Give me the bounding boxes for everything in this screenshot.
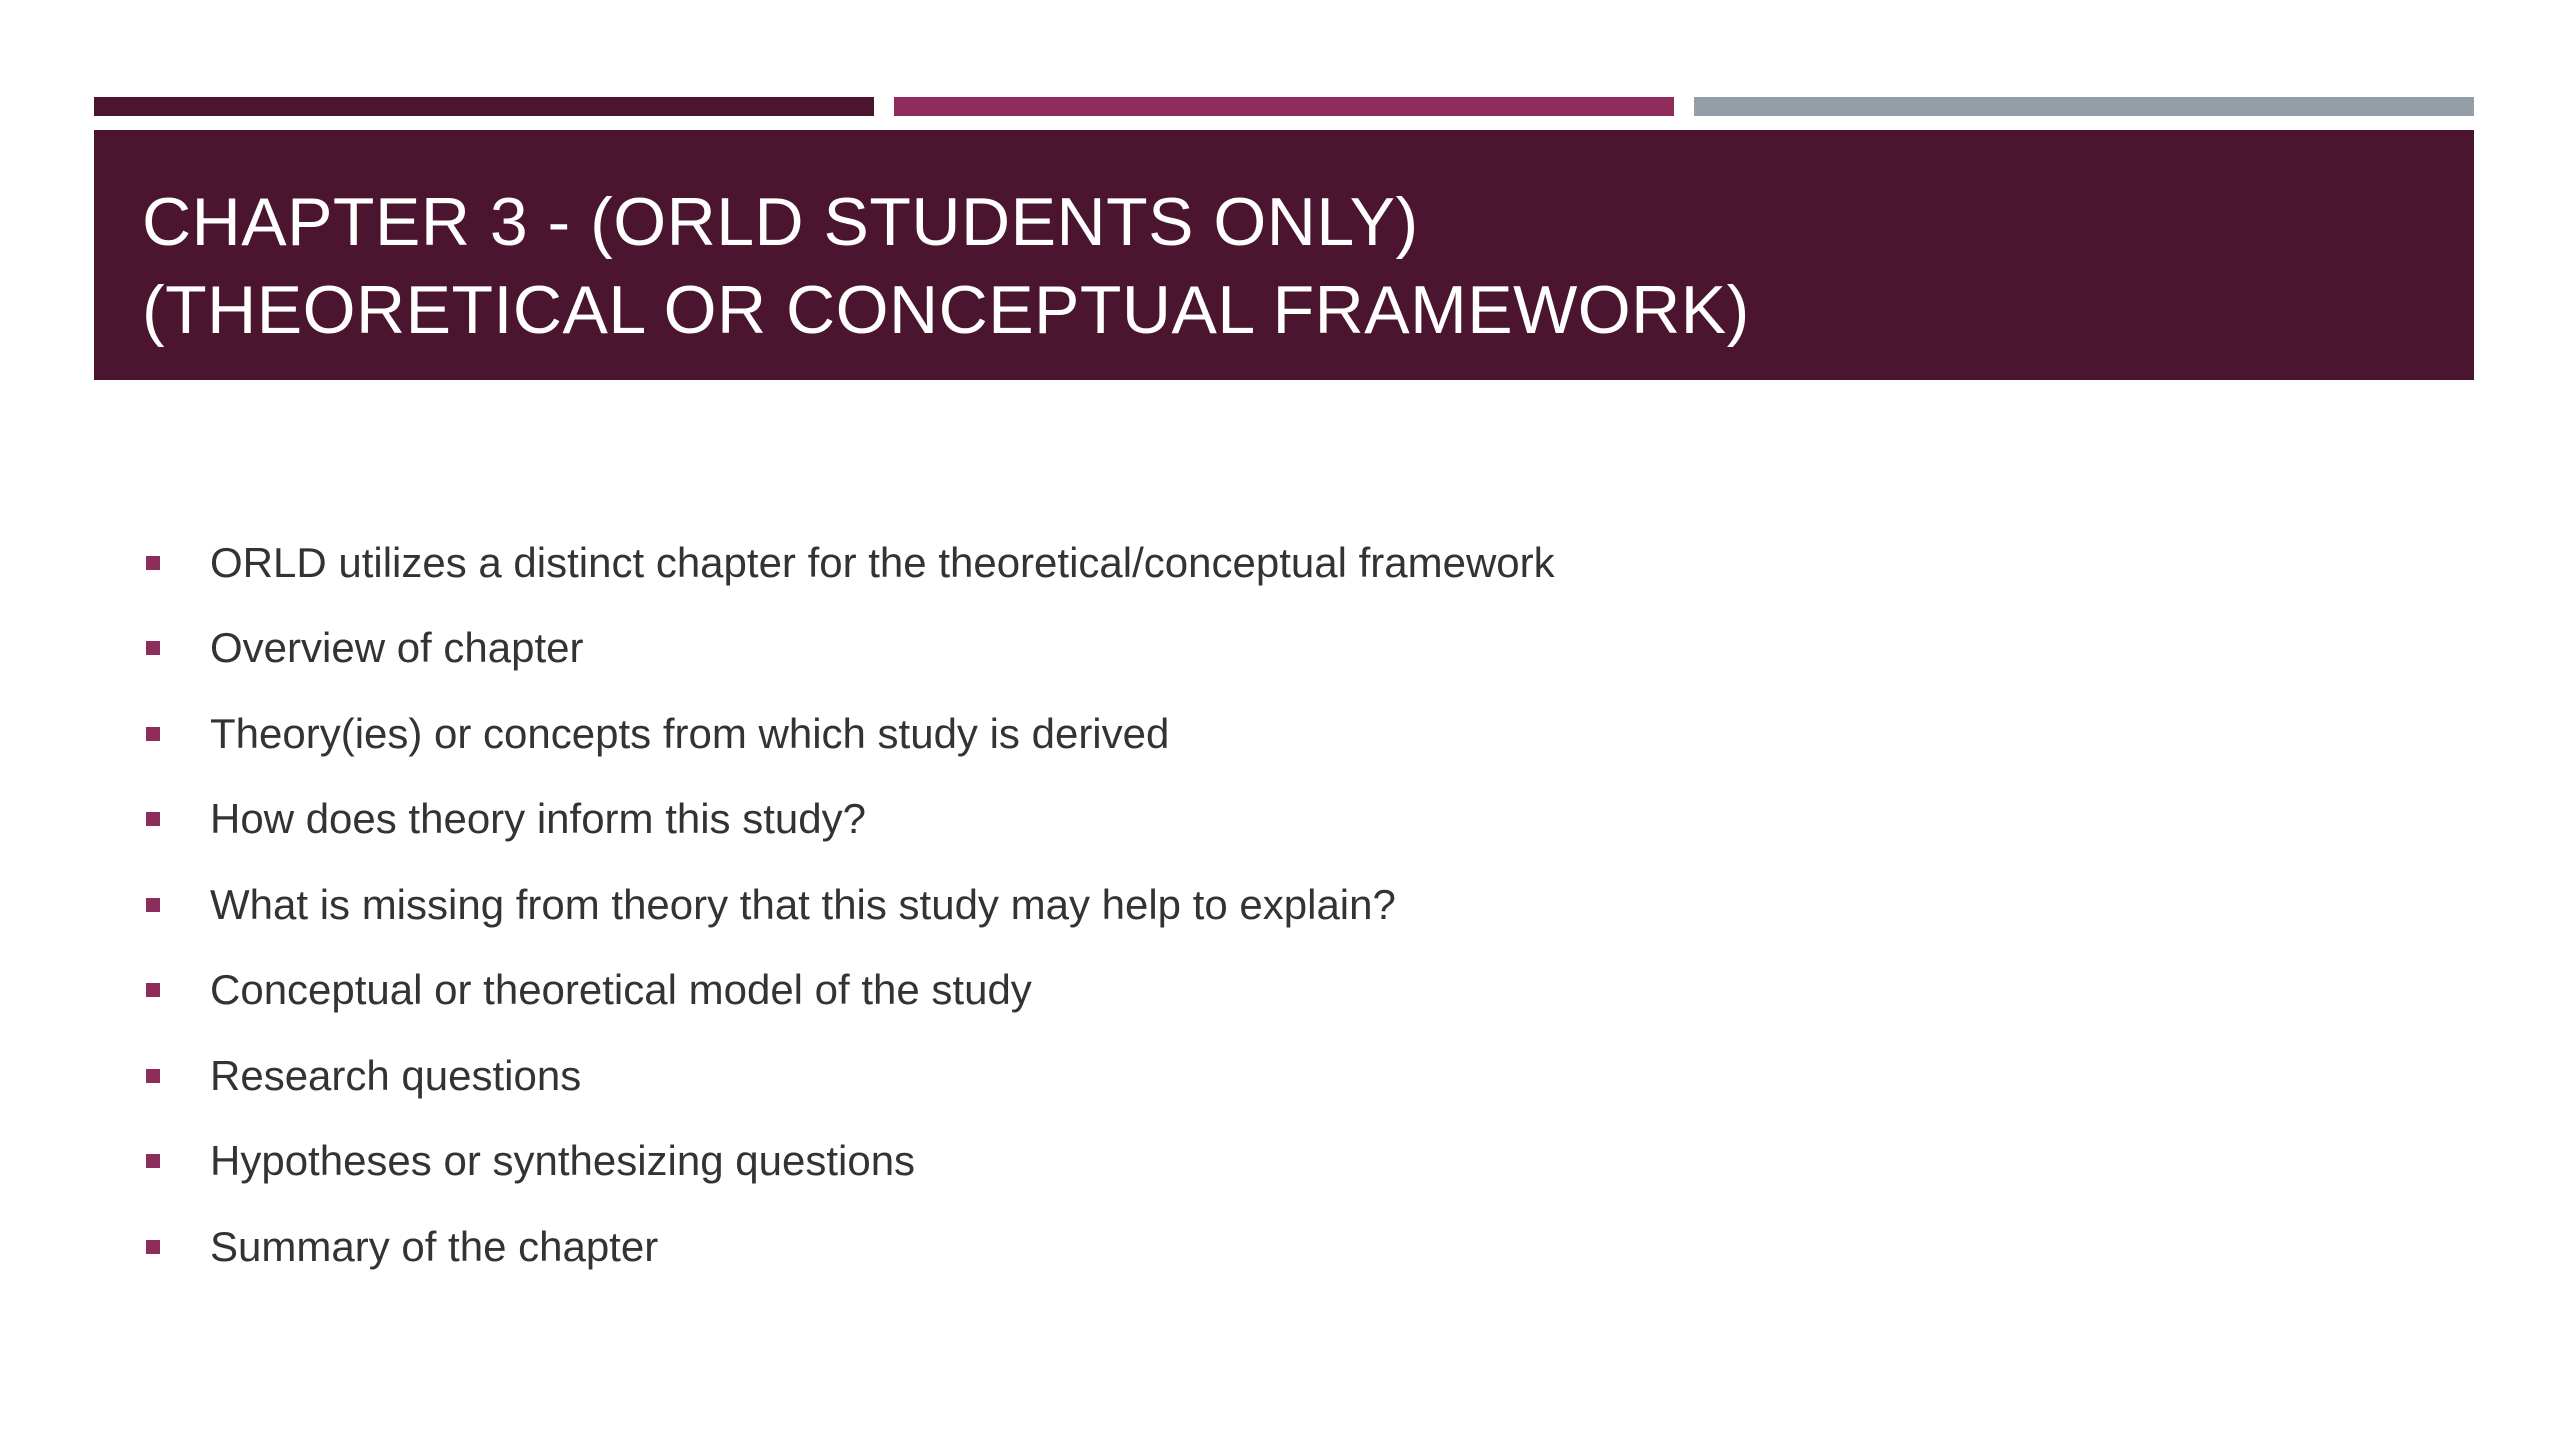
slide-title-line-2: (THEORETICAL OR CONCEPTUAL FRAMEWORK) <box>142 272 1750 348</box>
square-bullet-icon <box>146 1069 160 1083</box>
list-item <box>140 777 1555 863</box>
list-item <box>140 948 1555 1034</box>
square-bullet-icon <box>146 812 160 826</box>
bullet-text: Overview of chapter <box>210 624 584 672</box>
bullet-text: Conceptual or theoretical model of the study <box>210 966 1032 1014</box>
square-bullet-icon <box>146 1240 160 1254</box>
accent-bar-magenta <box>894 97 1674 116</box>
square-bullet-icon <box>146 727 160 741</box>
square-bullet-icon <box>146 1154 160 1168</box>
slide-title-line-1: CHAPTER 3 - (ORLD STUDENTS ONLY) <box>142 184 1419 260</box>
bullet-text: Hypotheses or synthesizing questions <box>210 1137 916 1185</box>
bullet-text: What is missing from theory that this study may help to explain? <box>210 880 1396 928</box>
accent-bar-dark <box>94 97 874 116</box>
bullet-list <box>140 520 1555 1290</box>
list-item <box>140 862 1555 948</box>
bullet-text: Research questions <box>210 1051 582 1099</box>
bullet-text: How does theory inform this study? <box>210 795 866 843</box>
list-item <box>140 520 1555 606</box>
list-item <box>140 1119 1555 1205</box>
list-item <box>140 691 1555 777</box>
square-bullet-icon <box>146 641 160 655</box>
square-bullet-icon <box>146 898 160 912</box>
square-bullet-icon <box>146 983 160 997</box>
bullet-text: Summary of the chapter <box>210 1222 659 1270</box>
square-bullet-icon <box>146 556 160 570</box>
bullet-text: Theory(ies) or concepts from which study is derived <box>210 709 1170 757</box>
title-band <box>94 130 2474 380</box>
bullet-text: ORLD utilizes a distinct chapter for the theoretical/conceptual framework <box>210 538 1555 586</box>
list-item <box>140 1204 1555 1290</box>
accent-bar-gray <box>1694 97 2474 116</box>
list-item <box>140 1033 1555 1119</box>
list-item <box>140 606 1555 692</box>
